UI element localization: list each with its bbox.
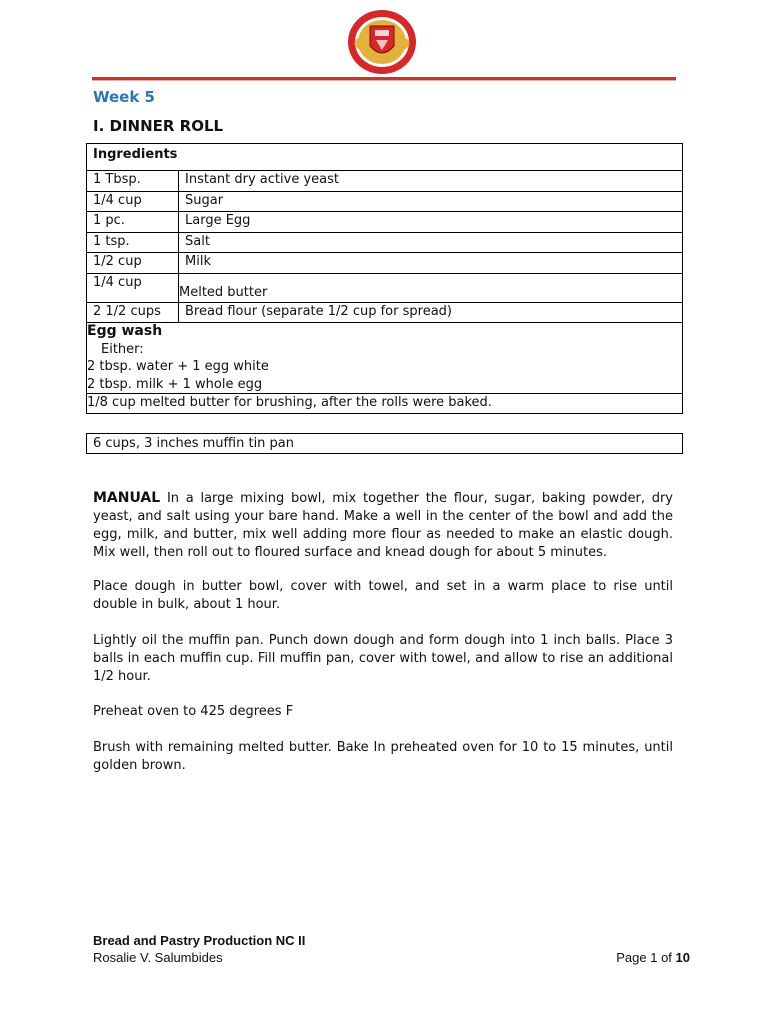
ingredient-row: [87, 212, 683, 233]
ingredient-row: [87, 273, 683, 302]
manual-paragraph: [93, 489, 673, 562]
egg-wash-either: Either:: [101, 341, 144, 357]
ingredient-name: Bread flour (separate 1/2 cup for spread): [179, 302, 683, 323]
ingredient-qty: 2 1/2 cups: [87, 302, 179, 323]
pan-note: 6 cups, 3 inches muffin tin pan: [86, 433, 683, 454]
ingredient-qty: 1 tsp.: [87, 232, 179, 253]
ingredient-row: [87, 232, 683, 253]
school-seal-logo: [346, 8, 418, 76]
ingredient-name: Instant dry active yeast: [179, 171, 683, 192]
ingredient-row: [87, 171, 683, 192]
header-rule: [92, 77, 676, 80]
ingredient-qty: 1 Tbsp.: [87, 171, 179, 192]
ingredient-row: [87, 302, 683, 323]
page-of: of: [661, 950, 672, 965]
manual-label: MANUAL: [93, 490, 161, 506]
week-heading: Week 5: [93, 88, 155, 106]
brushing-note: 1/8 cup melted butter for brushing, after the rolls were baked.: [87, 394, 683, 414]
ingredient-name: Milk: [179, 253, 683, 274]
manual-paragraph: Brush with remaining melted butter. Bake In preheated oven for 10 to 15 minutes, until golden brown.: [93, 740, 673, 773]
ingredient-name: Sugar: [179, 191, 683, 212]
ingredient-name: Large Egg: [179, 212, 683, 233]
recipe-title: I. DINNER ROLL: [93, 117, 224, 135]
ingredient-qty: 1/2 cup: [87, 253, 179, 274]
ingredient-qty: 1/4 cup: [87, 191, 179, 212]
ingredient-row: [87, 191, 683, 212]
egg-wash-cell: [87, 323, 683, 394]
page-total: 10: [675, 950, 690, 965]
ingredient-name: Salt: [179, 232, 683, 253]
egg-wash-option: 2 tbsp. milk + 1 whole egg: [87, 376, 263, 392]
manual-paragraph: Preheat oven to 425 degrees F: [93, 704, 294, 719]
manual-paragraph: Place dough in butter bowl, cover with towel, and set in a warm place to rise until double in bulk, about 1 hour.: [93, 579, 673, 612]
ingredient-qty: 1/4 cup: [87, 273, 179, 302]
ingredient-row: [87, 253, 683, 274]
manual-paragraph: Lightly oil the muffin pan. Punch down dough and form dough into 1 inch balls. Place 3 balls in each muffin cup. Fill muffin pan, cover with towel, and allow to rise an additional 1/2 hour.: [93, 633, 673, 684]
ingredients-heading: Ingredients: [87, 144, 683, 171]
ingredients-table: [86, 143, 683, 414]
page-label: Page: [616, 950, 647, 965]
egg-wash-title: Egg wash: [87, 323, 163, 339]
ingredient-name: Melted butter: [179, 273, 683, 302]
page-current: 1: [650, 950, 658, 965]
ingredient-qty: 1 pc.: [87, 212, 179, 233]
manual-step-text: In a large mixing bowl, mix together the flour, sugar, baking powder, dry yeast, and salt using your bare hand. Make a well in the center of the bowl and add the egg, milk, and butter, mix well adding more flour as needed to make an elastic dough. Mix well, then roll out to floured surface and knead dough for about 5 minutes.: [93, 491, 674, 560]
footer-course: Bread and Pastry Production NC II: [93, 933, 306, 948]
footer-author: Rosalie V. Salumbides: [93, 950, 223, 965]
egg-wash-option: 2 tbsp. water + 1 egg white: [87, 359, 269, 374]
page-number: [616, 950, 690, 965]
